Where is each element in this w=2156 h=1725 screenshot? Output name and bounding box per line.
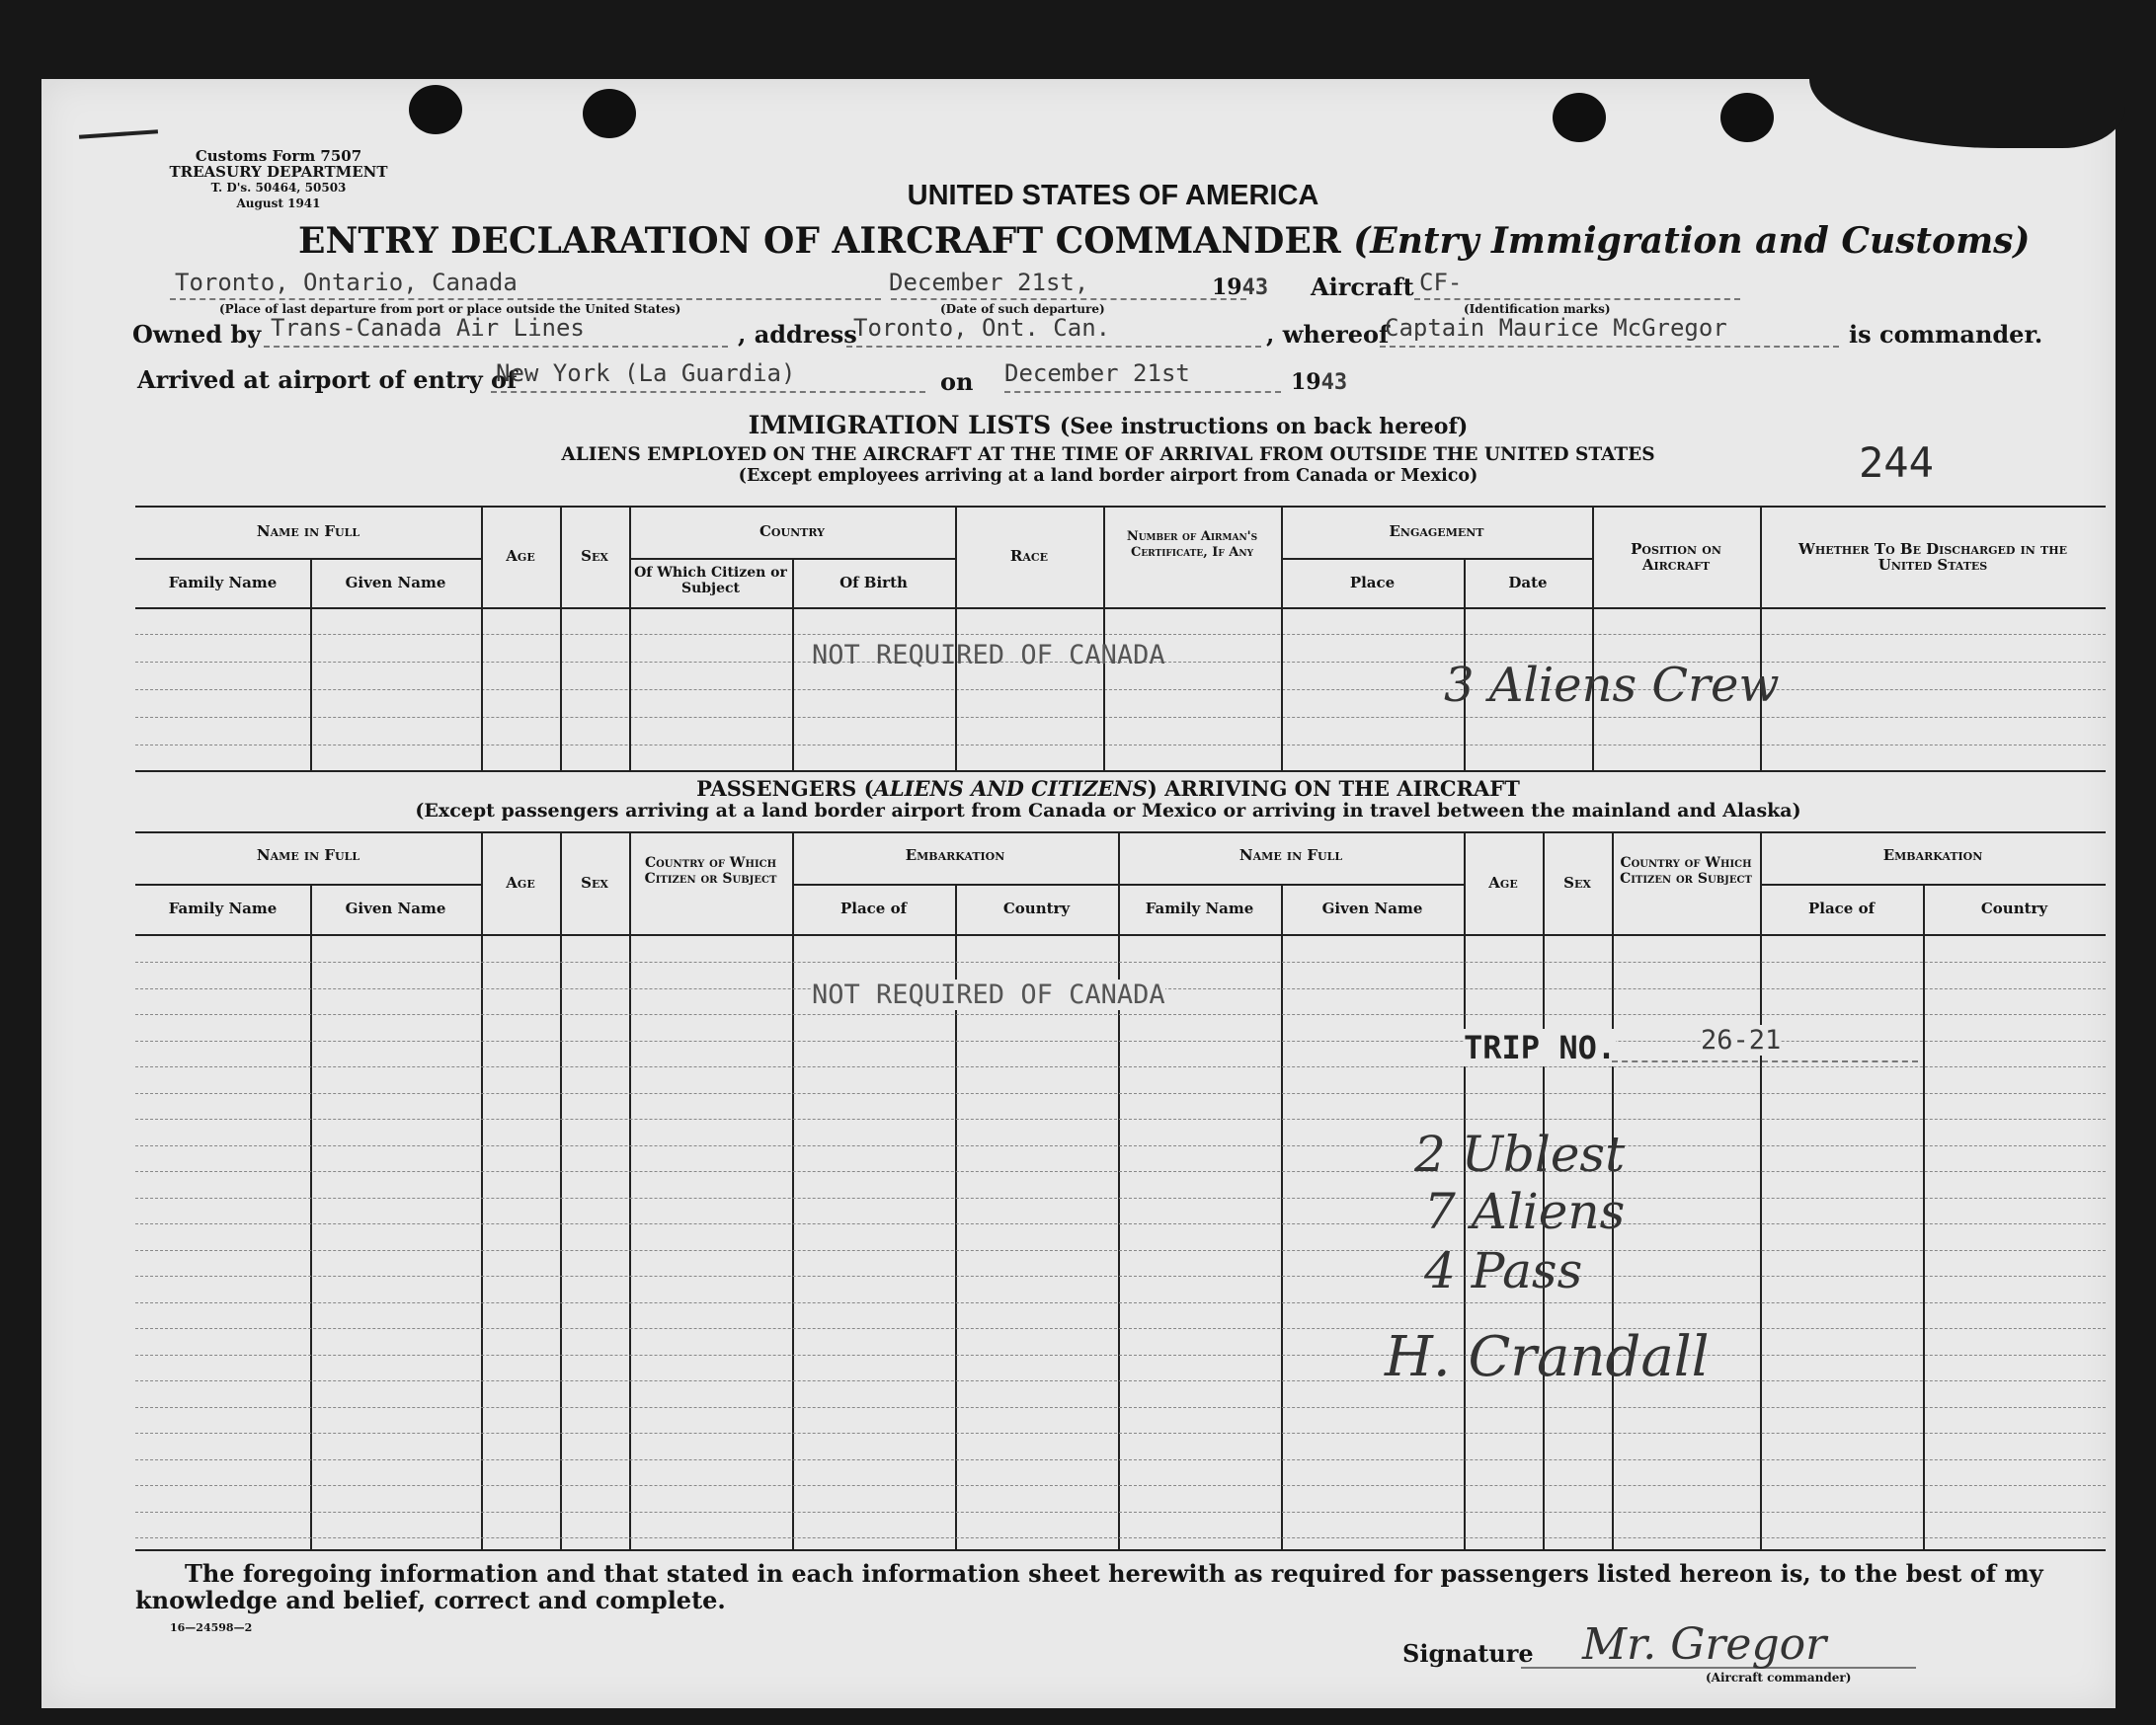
crew-hdr-sex: Sex bbox=[581, 547, 608, 565]
aircraft-caption: (Identification marks) bbox=[1464, 302, 1611, 316]
crew-hdr-age: Age bbox=[506, 547, 535, 565]
departure-date-caption: (Date of such departure) bbox=[940, 302, 1105, 316]
crew-col-line bbox=[629, 506, 631, 770]
pax-col-line bbox=[629, 831, 631, 1549]
crew-hdr-given-name: Given Name bbox=[345, 574, 446, 591]
pax-hdr-age: Age bbox=[506, 874, 535, 892]
crew-col-line bbox=[955, 506, 957, 770]
signature-caption: (Aircraft commander) bbox=[1706, 1671, 1852, 1685]
crew-hdr-discharged: Whether To Be Discharged in the United States bbox=[1797, 540, 2068, 574]
crew-engagement-divider bbox=[1281, 558, 1592, 560]
passengers-title-a: PASSENGERS ( bbox=[696, 776, 874, 801]
year-prefix: 19 bbox=[1212, 274, 1242, 300]
arrival-year[interactable]: 43 bbox=[1320, 370, 1348, 395]
pax-hdr-country: Country bbox=[1002, 900, 1071, 917]
pax-col-line bbox=[792, 831, 794, 1549]
pax-row-line bbox=[135, 1093, 2106, 1094]
form-date: August 1941 bbox=[236, 196, 321, 210]
torn-corner bbox=[1809, 79, 2125, 148]
pax-hdr-sex: Sex bbox=[581, 874, 608, 892]
pax-row-line bbox=[135, 1145, 2106, 1146]
form-department: TREASURY DEPARTMENT bbox=[169, 163, 388, 181]
departure-place-caption: (Place of last departure from port or place outside the United States) bbox=[219, 302, 681, 316]
pax-row-line bbox=[135, 1302, 2106, 1303]
departure-year[interactable]: 43 bbox=[1241, 275, 1269, 300]
arrival-date[interactable]: December 21st bbox=[1004, 359, 1190, 387]
immigration-heading bbox=[41, 411, 2116, 439]
crew-name-divider bbox=[135, 558, 481, 560]
aircraft-label: Aircraft bbox=[1311, 273, 1414, 301]
passengers-note: (Except passengers arriving at a land border airport from Canada or Mexico or arriving in travel between the mainland and Alaska) bbox=[415, 800, 1801, 822]
immigration-note: (See instructions on back hereof) bbox=[1059, 414, 1469, 439]
departure-year-field bbox=[1212, 274, 1268, 300]
pax-row-line bbox=[135, 1066, 2106, 1067]
crew-hdr-name-in-full: Name in Full bbox=[256, 522, 360, 540]
crew-table-bottom bbox=[135, 770, 2106, 772]
form-sheet bbox=[41, 79, 2116, 1708]
pax-col-line bbox=[1760, 831, 1762, 1549]
punch-hole bbox=[583, 89, 636, 138]
passengers-title-italic: ALIENS AND CITIZENS bbox=[873, 776, 1148, 801]
crew-col-line bbox=[1103, 506, 1105, 770]
pax-hdr-embarkation-2: Embarkation bbox=[1882, 846, 1983, 864]
pax-row-line bbox=[135, 1198, 2106, 1199]
commander[interactable]: Captain Maurice McGregor bbox=[1385, 314, 1727, 342]
pax-table-bottom bbox=[135, 1549, 2106, 1551]
crew-hdr-country: Country bbox=[759, 522, 825, 540]
stamp-number: 244 bbox=[1859, 438, 1934, 487]
owner-line bbox=[264, 346, 728, 348]
hand-note-1: 2 Ublest bbox=[1414, 1126, 1626, 1183]
pax-hdr-age-2: Age bbox=[1488, 874, 1518, 892]
pax-row-line bbox=[135, 1512, 2106, 1513]
pax-row-line bbox=[135, 1223, 2106, 1224]
pax-header-bottom bbox=[135, 934, 2106, 936]
departure-date-line bbox=[891, 298, 1246, 300]
pax-col-line bbox=[1281, 884, 1283, 1549]
commander-suffix: is commander. bbox=[1849, 320, 2043, 349]
signature-label: Signature bbox=[1402, 1639, 1534, 1668]
punch-hole bbox=[409, 85, 462, 134]
departure-place[interactable]: Toronto, Ontario, Canada bbox=[175, 269, 518, 296]
signature[interactable]: Mr. Gregor bbox=[1582, 1619, 1827, 1670]
passengers-title-b: ) ARRIVING ON THE AIRCRAFT bbox=[1147, 776, 1520, 801]
pax-hdr-embarkation: Embarkation bbox=[905, 846, 1005, 864]
pax-row-line bbox=[135, 1407, 2106, 1408]
pax-col-line bbox=[1923, 884, 1925, 1549]
print-code: 16—24598—2 bbox=[170, 1621, 253, 1634]
arrived-label: Arrived at airport of entry of bbox=[137, 365, 518, 394]
pax-name-divider bbox=[135, 884, 481, 886]
address-line bbox=[846, 346, 1261, 348]
crew-row-line bbox=[135, 717, 2106, 718]
commander-line bbox=[1380, 346, 1839, 348]
pax-row-line bbox=[135, 1537, 2106, 1538]
aliens-note: (Except employees arriving at a land border airport from Canada or Mexico) bbox=[738, 466, 1478, 486]
trip-label: TRIP NO. bbox=[1464, 1029, 1617, 1066]
pax-name2-divider bbox=[1118, 884, 1464, 886]
pax-hdr-family-name: Family Name bbox=[168, 900, 278, 917]
trip-number[interactable]: 26-21 bbox=[1701, 1025, 1782, 1056]
crew-row-line bbox=[135, 689, 2106, 690]
crew-header-bottom bbox=[135, 607, 2106, 609]
address[interactable]: Toronto, Ont. Can. bbox=[853, 314, 1111, 342]
immigration-title: IMMIGRATION LISTS bbox=[748, 411, 1052, 439]
pax-col-line bbox=[1118, 831, 1120, 1549]
pax-hdr-family-name-2: Family Name bbox=[1145, 900, 1254, 917]
arrival-year-field bbox=[1291, 369, 1347, 395]
arrival-date-line bbox=[1004, 391, 1281, 393]
on-label: on bbox=[940, 367, 974, 396]
crew-hdr-engagement: Engagement bbox=[1389, 522, 1484, 540]
crew-hdr-birth: Of Birth bbox=[839, 574, 908, 591]
crew-hdr-citizen: Of Which Citizen or Subject bbox=[634, 565, 787, 596]
aircraft-marks[interactable]: CF- bbox=[1419, 269, 1463, 296]
form-title-block bbox=[298, 220, 2030, 262]
crew-row-line bbox=[135, 634, 2106, 635]
pax-row-line bbox=[135, 1328, 2106, 1329]
form-number: Customs Form 7507 bbox=[195, 147, 362, 165]
pax-stamp: NOT REQUIRED OF CANADA bbox=[812, 980, 1165, 1010]
pax-hdr-place-of-2: Place of bbox=[1807, 900, 1876, 917]
aliens-title: ALIENS EMPLOYED ON THE AIRCRAFT AT THE TIME OF ARRIVAL FROM OUTSIDE THE UNITED STATES bbox=[561, 444, 1655, 465]
aircraft-line bbox=[1414, 298, 1740, 300]
hand-note-3: 4 Pass bbox=[1424, 1242, 1583, 1299]
pax-row-line bbox=[135, 1041, 2106, 1042]
form-title: ENTRY DECLARATION OF AIRCRAFT COMMANDER bbox=[298, 220, 1341, 262]
crew-col-line bbox=[560, 506, 562, 770]
pax-hdr-sex-2: Sex bbox=[1563, 874, 1591, 892]
pax-col-line bbox=[310, 884, 312, 1549]
pax-hdr-country-2: Country bbox=[1980, 900, 2048, 917]
pax-col-line bbox=[481, 831, 483, 1549]
pax-row-line bbox=[135, 1485, 2106, 1486]
pax-row-line bbox=[135, 1355, 2106, 1356]
owned-label: Owned by bbox=[132, 320, 262, 349]
crew-col-line bbox=[481, 506, 483, 770]
crew-col-line bbox=[1592, 506, 1594, 770]
departure-place-line bbox=[170, 298, 881, 300]
whereof-label: , whereof bbox=[1266, 320, 1390, 349]
address-label: , address bbox=[738, 320, 857, 349]
crew-table-top bbox=[135, 506, 2106, 508]
owner[interactable]: Trans-Canada Air Lines bbox=[271, 314, 585, 342]
pax-row-line bbox=[135, 962, 2106, 963]
pax-row-line bbox=[135, 1276, 2106, 1277]
crew-hdr-date: Date bbox=[1508, 574, 1548, 591]
crew-stamp: NOT REQUIRED OF CANADA bbox=[812, 640, 1165, 670]
hand-note-2: 7 Aliens bbox=[1424, 1183, 1626, 1240]
crew-handwritten: 3 Aliens Crew bbox=[1444, 658, 1780, 713]
pax-row-line bbox=[135, 1433, 2106, 1434]
crew-hdr-family-name: Family Name bbox=[168, 574, 278, 591]
crew-hdr-certificate: Number of Airman's Certificate, If Any bbox=[1126, 529, 1258, 560]
pax-row-line bbox=[135, 1119, 2106, 1120]
pax-row-line bbox=[135, 1380, 2106, 1381]
pax-row-line bbox=[135, 1014, 2106, 1015]
declaration-text: The foregoing information and that stated in each information sheet herewith as required for passengers listed hereon is, to the best of my knowledge and belief, correct and complete. bbox=[135, 1559, 2043, 1614]
passengers-title bbox=[41, 776, 2116, 801]
airport[interactable]: New York (La Guardia) bbox=[496, 359, 796, 387]
pax-row-line bbox=[135, 1250, 2106, 1251]
punch-hole bbox=[1553, 93, 1606, 142]
crew-hdr-position: Position on Aircraft bbox=[1631, 540, 1721, 574]
pax-row-line bbox=[135, 1171, 2106, 1172]
pax-embark2-divider bbox=[1760, 884, 2106, 886]
pax-hdr-citizen-2: Country of Which Citizen or Subject bbox=[1620, 855, 1752, 887]
form-td-numbers: T. D's. 50464, 50503 bbox=[210, 181, 347, 195]
form-title-italic: (Entry Immigration and Customs) bbox=[1353, 220, 2031, 262]
pax-hdr-citizen: Country of Which Citizen or Subject bbox=[644, 855, 777, 887]
airport-line bbox=[491, 391, 925, 393]
trip-line bbox=[1612, 1060, 1918, 1062]
crew-col-line bbox=[1760, 506, 1762, 770]
hand-note-4: H. Crandall bbox=[1385, 1325, 1710, 1389]
crew-hdr-place: Place bbox=[1349, 574, 1396, 591]
punch-hole bbox=[1720, 93, 1774, 142]
pax-row-line bbox=[135, 1459, 2106, 1460]
pax-hdr-given-name-2: Given Name bbox=[1321, 900, 1423, 917]
crew-hdr-race: Race bbox=[1009, 547, 1049, 565]
pen-mark bbox=[79, 129, 158, 139]
departure-date[interactable]: December 21st, bbox=[889, 269, 1089, 296]
country-title: UNITED STATES OF AMERICA bbox=[907, 180, 1319, 211]
pax-hdr-name-in-full: Name in Full bbox=[256, 846, 360, 864]
pax-table-top bbox=[135, 831, 2106, 833]
crew-col-line bbox=[1281, 506, 1283, 770]
pax-col-line bbox=[560, 831, 562, 1549]
pax-hdr-name-in-full-2: Name in Full bbox=[1238, 846, 1343, 864]
year-prefix: 19 bbox=[1291, 369, 1321, 395]
pax-hdr-given-name: Given Name bbox=[345, 900, 446, 917]
pax-hdr-place-of: Place of bbox=[839, 900, 908, 917]
